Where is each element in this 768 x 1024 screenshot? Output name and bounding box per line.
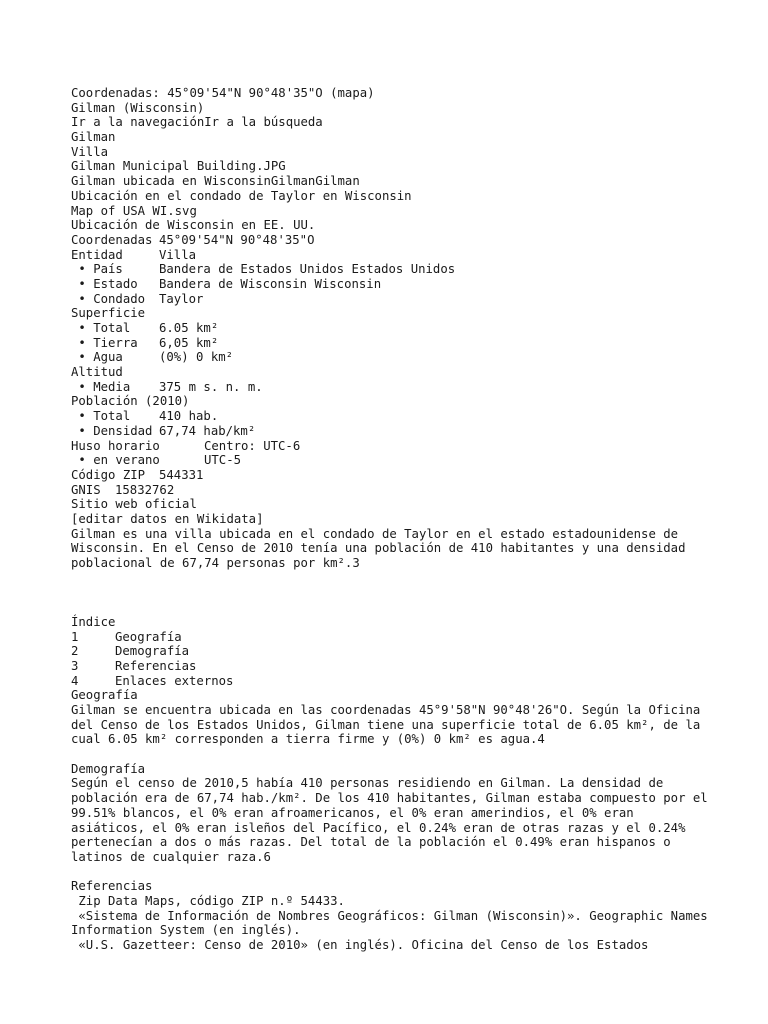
place-type: Villa	[71, 144, 109, 159]
toc-number: 2	[71, 644, 79, 659]
spacer	[71, 571, 711, 600]
infobox-label: • Total	[71, 409, 131, 424]
nav-links[interactable]: Ir a la navegaciónIr a la búsqueda	[71, 115, 323, 130]
infobox-label: Entidad	[71, 247, 123, 262]
infobox-row-state	[71, 277, 711, 292]
infobox-label: • País	[71, 262, 123, 277]
infobox-heading-population: Población (2010)	[71, 394, 190, 409]
infobox-value: 544331	[159, 467, 204, 482]
infobox-label: • Agua	[71, 350, 123, 365]
toc-title: Índice	[71, 614, 116, 629]
geography-paragraph: Gilman se encuentra ubicada en las coordenadas 45°9'58"N 90°48'26"O. Según la Oficina del Censo de los Estados Unidos, Gilman tiene una superficie total de 6.05 km², de la cual 6.05 km² corresponden a tierra firme y (0%) 0 km² es agua.4	[71, 702, 701, 747]
toc-item[interactable]	[71, 674, 711, 689]
coordinates-line: Coordenadas: 45°09'54"N 90°48'35"O (mapa)	[71, 86, 375, 100]
spacer	[71, 865, 711, 880]
infobox-row-timezone	[71, 439, 711, 454]
toc-item[interactable]	[71, 659, 711, 674]
map-caption: Gilman ubicada en WisconsinGilmanGilman	[71, 174, 360, 189]
infobox-heading-altitude: Altitud	[71, 365, 123, 380]
infobox-row-population-density	[71, 424, 711, 439]
infobox-label: • Estado	[71, 276, 138, 291]
infobox-value[interactable]: UTC-5	[204, 453, 242, 468]
page-title: Gilman (Wisconsin)	[71, 100, 205, 115]
infobox-row-area-land	[71, 336, 711, 351]
official-website-link[interactable]: Sitio web oficial	[71, 497, 197, 512]
image-caption[interactable]: Gilman Municipal Building.JPG	[71, 159, 286, 174]
infobox-row-country	[71, 262, 711, 277]
infobox-label: • Condado	[71, 291, 146, 306]
toc-number: 4	[71, 673, 79, 688]
place-name: Gilman	[71, 130, 116, 145]
location-county: Ubicación en el condado de Taylor en Wisconsin	[71, 188, 412, 203]
infobox-row-coordinates	[71, 233, 711, 248]
reference-item[interactable]: «Sistema de Información de Nombres Geográficos: Gilman (Wisconsin)». Geographic Names Information System (en inglés).	[71, 908, 716, 938]
infobox-row-area-total	[71, 321, 711, 336]
infobox-label: • Media	[71, 379, 131, 394]
geography-heading: Geografía	[71, 688, 138, 703]
infobox-row-gnis	[71, 483, 711, 498]
reference-item[interactable]: Zip Data Maps, código ZIP n.º 54433.	[71, 894, 345, 909]
edit-wikidata-link[interactable]: [editar datos en Wikidata]	[71, 511, 264, 526]
infobox-value[interactable]: Centro: UTC-6	[204, 438, 301, 453]
demography-heading: Demografía	[71, 761, 146, 776]
infobox-label: Coordenadas	[71, 232, 153, 247]
reference-item[interactable]: «U.S. Gazetteer: Censo de 2010» (en inglés). Oficina del Censo de los Estados	[71, 938, 649, 953]
toc-number: 1	[71, 629, 79, 644]
map-file[interactable]: Map of USA WI.svg	[71, 203, 197, 218]
infobox-value: 375 m s. n. m.	[159, 379, 263, 394]
infobox-value[interactable]: Taylor	[159, 291, 204, 306]
location-state: Ubicación de Wisconsin en EE. UU.	[71, 218, 316, 233]
infobox-heading-area: Superficie	[71, 306, 146, 321]
intro-paragraph: Gilman es una villa ubicada en el condado de Taylor en el estado estadounidense de Wisconsin. En el Censo de 2010 tenía una población de 410 habitantes y una densidad poblacional de 67,74 personas por km².3	[71, 526, 686, 571]
infobox-row-summer-time	[71, 453, 711, 468]
infobox-row-altitude-mean	[71, 380, 711, 395]
references-heading: Referencias	[71, 879, 153, 894]
toc-number: 3	[71, 658, 79, 673]
infobox-value: (0%) 0 km²	[159, 350, 234, 365]
infobox-row-county	[71, 292, 711, 307]
toc-label[interactable]: Referencias	[115, 658, 197, 673]
toc-item[interactable]	[71, 644, 711, 659]
spacer	[71, 600, 711, 615]
infobox-label: • en verano	[71, 453, 160, 468]
infobox-value: 410 hab.	[159, 409, 219, 424]
infobox-label: • Tierra	[71, 335, 138, 350]
infobox-row-entity	[71, 248, 711, 263]
infobox-label: • Total	[71, 321, 131, 335]
infobox-value[interactable]: Bandera de Wisconsin Wisconsin	[159, 276, 382, 291]
infobox-value: 6,05 km²	[159, 335, 219, 350]
toc-label[interactable]: Enlaces externos	[115, 673, 234, 688]
toc-label[interactable]: Demografía	[115, 644, 190, 659]
infobox-value: 67,74 hab/km²	[159, 423, 256, 438]
toc-item[interactable]	[71, 630, 711, 645]
toc-label[interactable]: Geografía	[115, 629, 182, 644]
infobox-row-population-total	[71, 409, 711, 424]
infobox-value[interactable]: 15832762	[115, 482, 175, 497]
infobox-value[interactable]: Bandera de Estados Unidos Estados Unidos	[159, 262, 456, 277]
document-page	[71, 86, 716, 953]
spacer	[71, 747, 711, 762]
infobox-value: Villa	[159, 247, 197, 262]
infobox-row-area-water	[71, 350, 711, 365]
infobox-value[interactable]: 45°09'54"N 90°48'35"O	[159, 232, 315, 247]
infobox-value: 6.05 km²	[159, 321, 219, 335]
infobox-row-zip	[71, 468, 711, 483]
infobox-label: • Densidad	[71, 423, 153, 438]
demography-paragraph: Según el censo de 2010,5 había 410 personas residiendo en Gilman. La densidad de población era de 67,74 hab./km². De los 410 habitantes, Gilman estaba compuesto por el 99.51% blancos, el 0% eran afroamericanos, el 0% eran amerindios, el 0% eran asiáticos, el 0% eran isleños del Pacífico, el 0.24% eran de otras razas y el 0.24% pertenecían a dos o más razas. Del total de la población el 0.49% eran hispanos o latinos de cualquier raza.6	[71, 776, 708, 864]
infobox-label[interactable]: GNIS	[71, 482, 101, 497]
infobox-label[interactable]: Huso horario	[71, 438, 160, 453]
infobox-label[interactable]: Código ZIP	[71, 467, 146, 482]
